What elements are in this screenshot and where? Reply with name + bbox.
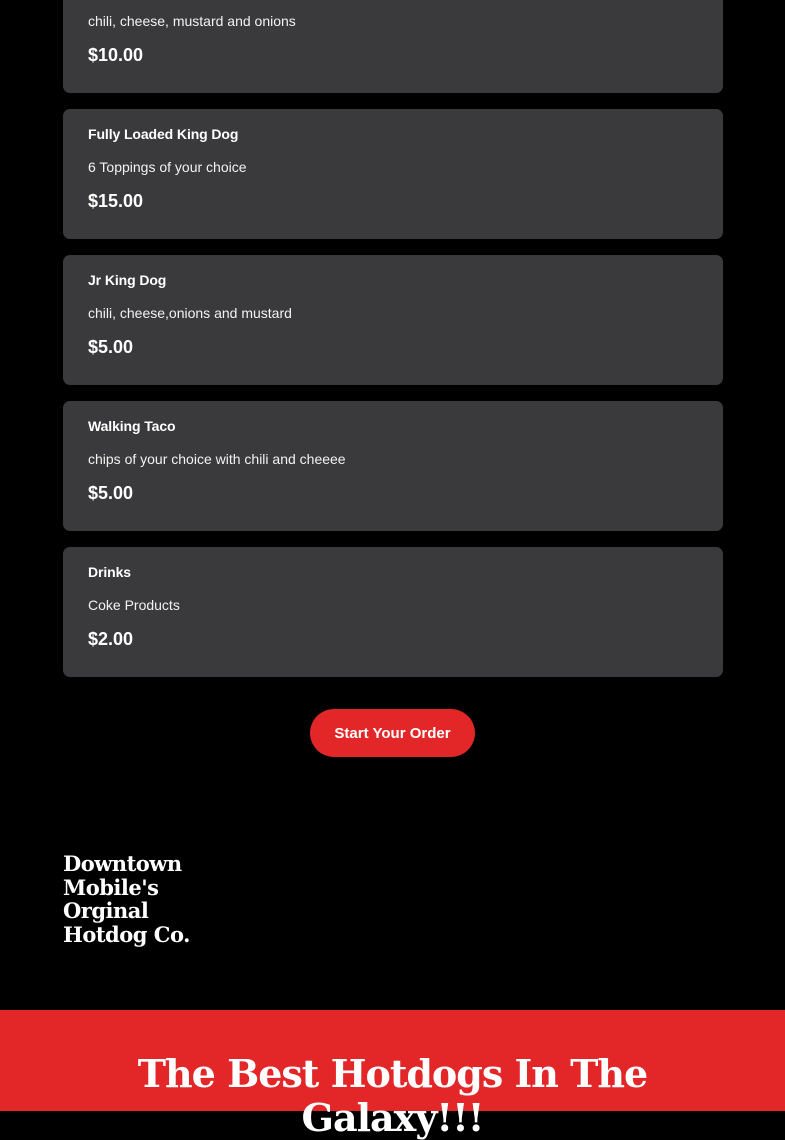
menu-item-name: Walking Taco: [88, 418, 176, 434]
menu-item-price: $10.00: [88, 45, 144, 65]
menu-list: [63, 0, 723, 693]
menu-item-card[interactable]: [63, 401, 723, 531]
menu-item-description: chili, cheese,onions and mustard: [88, 305, 292, 321]
menu-item-name: Jr King Dog: [88, 272, 167, 288]
menu-item-price: $15.00: [88, 191, 144, 211]
menu-item-price: $5.00: [88, 337, 134, 357]
menu-item-card[interactable]: [63, 0, 723, 93]
menu-item-description: 6 Toppings of your choice: [88, 159, 247, 175]
menu-item-name: Fully Loaded King Dog: [88, 126, 239, 142]
menu-item-card[interactable]: [63, 255, 723, 385]
hero-banner: [0, 1010, 785, 1140]
menu-item-price: $2.00: [88, 629, 134, 649]
start-order-button[interactable]: Start Your Order: [310, 709, 475, 757]
menu-item-card[interactable]: [63, 547, 723, 677]
hero-title: The Best Hotdogs In The Galaxy!!!: [137, 1051, 648, 1140]
menu-item-name: Drinks: [88, 564, 131, 580]
menu-item-description: Coke Products: [88, 597, 180, 613]
menu-item-price: $5.00: [88, 483, 134, 503]
menu-item-card[interactable]: [63, 109, 723, 239]
menu-item-description: chips of your choice with chili and cheeee: [88, 451, 346, 467]
brand-name: Downtown Mobile's Orginal Hotdog Co.: [63, 851, 190, 947]
menu-item-description: chili, cheese, mustard and onions: [88, 13, 296, 29]
